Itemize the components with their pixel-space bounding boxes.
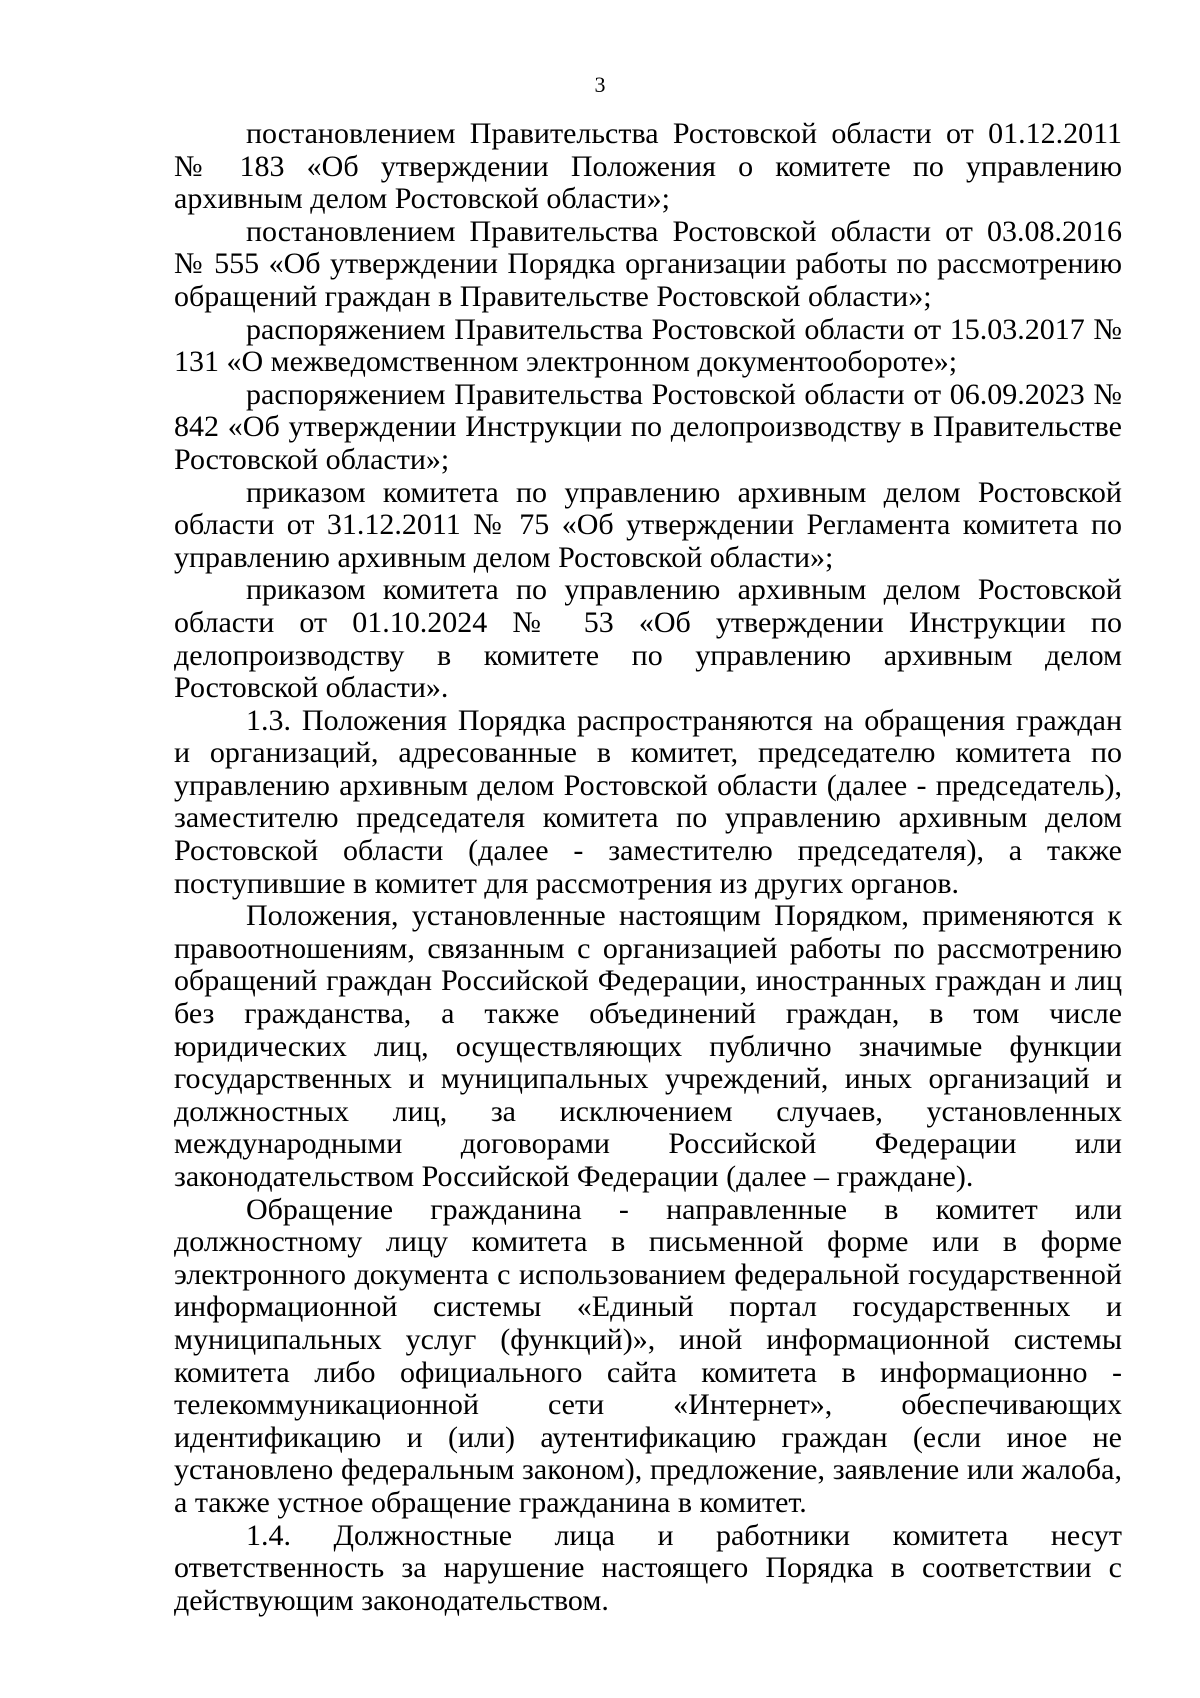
paragraph-basis-2: постановлением Правительства Ростовской области от 03.08.2016 № 555 «Об утверждении Порядка организации работы по рассмотрению обращений граждан в Правительстве Ростовской области»; <box>174 214 1122 313</box>
paragraph-basis-3: распоряжением Правительства Ростовской области от 15.03.2017 № 131 «О межведомственном электронном документообороте»; <box>174 312 1122 379</box>
paragraph-basis-4: распоряжением Правительства Ростовской области от 06.09.2023 № 842 «Об утверждении Инструкции по делопроизводству в Правительстве Ростовской области»; <box>174 377 1122 476</box>
paragraph-basis-1: постановлением Правительства Ростовской области от 01.12.2011 № 183 «Об утверждении Положения о комитете по управлению архивным делом Ростовской области»; <box>174 117 1122 216</box>
paragraph-scope: Положения, установленные настоящим Порядком, применяются к правоотношениям, связанным с организацией работы по рассмотрению обращений граждан Российской Федерации, иностранных граждан и лиц без гражданства, а также объединений граждан, в том числе юридических лиц, осуществляющих публично значимые функции государственных и муниципальных учреждений, иных организаций и должностных лиц, за исключением случаев, установленных международными договорами Российской Федерации или законодательством Российской Федерации (далее – граждане). <box>174 899 1122 1193</box>
paragraph-basis-6: приказом комитета по управлению архивным делом Ростовской области от 01.10.2024 № 53 «Об утверждении Инструкции по делопроизводству в комитете по управлению архивным делом Ростовской области». <box>174 573 1122 705</box>
paragraph-section-1-4: 1.4. Должностные лица и работники комитета несут ответственность за нарушение настоящего Порядка в соответствии с действующим законодательством. <box>174 1518 1122 1617</box>
paragraph-definition: Обращение гражданина - направленные в комитет или должностному лицу комитета в письменной форме или в форме электронного документа с использованием федеральной государственной информационной системы «Единый портал государственных и муниципальных услуг (функций)», иной информационной системы комитета либо официального сайта комитета в информационно - телекоммуникационной сети «Интернет», обеспечивающих идентификацию и (или) аутентификацию граждан (если иное не установлено федеральным законом), предложение, заявление или жалоба, а также устное обращение гражданина в комитет. <box>174 1192 1122 1519</box>
paragraph-basis-5: приказом комитета по управлению архивным делом Ростовской области от 31.12.2011 № 75 «Об утверждении Регламента комитета по управлению архивным делом Ростовской области»; <box>174 475 1122 574</box>
document-body <box>174 118 1122 1617</box>
paragraph-section-1-3: 1.3. Положения Порядка распространяются на обращения граждан и организаций, адресованные в комитет, председателю комитета по управлению архивным делом Ростовской области (далее - председатель), заместителю председателя комитета по управлению архивным делом Ростовской области (далее - заместителю председателя), а также поступившие в комитет для рассмотрения из других органов. <box>174 703 1122 900</box>
page-number: 3 <box>594 72 606 97</box>
